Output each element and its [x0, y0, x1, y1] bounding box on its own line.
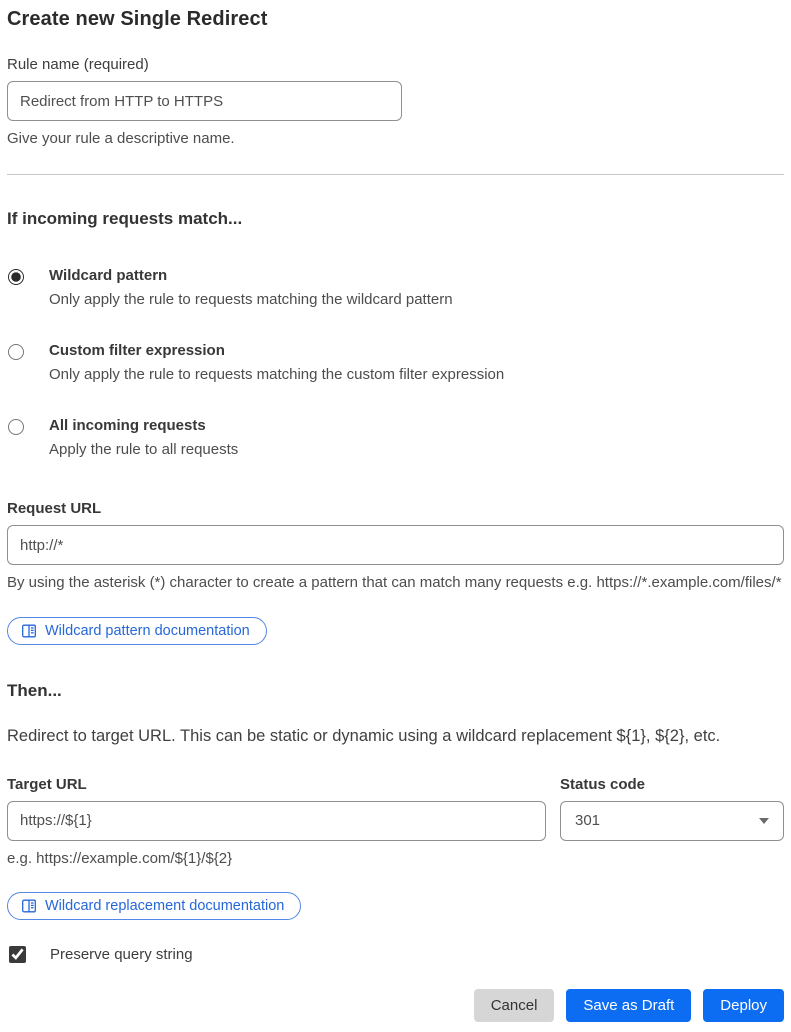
all-requests-description: Apply the rule to all requests	[49, 441, 239, 459]
wildcard-pattern-doc-button[interactable]	[7, 617, 267, 645]
rule-name-helper: Give your rule a descriptive name.	[7, 130, 235, 147]
rule-name-label: Rule name (required)	[7, 56, 149, 73]
save-as-draft-button[interactable]: Save as Draft	[566, 989, 691, 1022]
wildcard-pattern-doc-label: Wildcard pattern documentation	[45, 622, 250, 639]
radio-option-all-requests[interactable]	[7, 417, 784, 458]
then-description: Redirect to target URL. This can be static or dynamic using a wildcard replacement ${1}, ${2}, etc.	[7, 726, 721, 745]
request-url-section	[7, 500, 784, 644]
book-icon	[21, 623, 37, 639]
then-heading: Then...	[7, 680, 62, 700]
rule-name-section	[7, 56, 784, 150]
wildcard-pattern-radio[interactable]	[8, 269, 24, 285]
custom-filter-radio[interactable]	[8, 344, 24, 360]
all-requests-radio[interactable]	[8, 419, 24, 435]
target-url-label: Target URL	[7, 775, 87, 793]
section-divider	[7, 174, 784, 175]
custom-filter-label[interactable]: Custom filter expression	[49, 342, 225, 360]
then-section	[7, 681, 784, 963]
cancel-button[interactable]: Cancel	[474, 989, 555, 1022]
book-icon	[21, 898, 37, 914]
footer-actions	[7, 989, 784, 1022]
request-url-helper: By using the asterisk (*) character to create a pattern that can match many requests e.g. https://*.example.com/files/*	[7, 574, 782, 592]
radio-option-wildcard-pattern[interactable]	[7, 267, 784, 308]
target-url-helper: e.g. https://example.com/${1}/${2}	[7, 849, 233, 867]
deploy-button[interactable]: Deploy	[703, 989, 784, 1022]
wildcard-replacement-doc-label: Wildcard replacement documentation	[45, 897, 285, 914]
match-section-heading: If incoming requests match...	[7, 209, 243, 229]
chevron-down-icon	[759, 818, 769, 824]
custom-filter-description: Only apply the rule to requests matching the custom filter expression	[49, 366, 505, 384]
preserve-query-label[interactable]: Preserve query string	[50, 945, 193, 963]
status-code-select[interactable]	[560, 801, 784, 841]
wildcard-replacement-doc-button[interactable]	[7, 892, 301, 920]
status-code-label: Status code	[560, 775, 646, 793]
request-url-input[interactable]	[7, 525, 784, 565]
status-code-value: 301	[575, 812, 601, 829]
rule-name-input[interactable]	[7, 81, 402, 121]
request-url-label: Request URL	[7, 500, 102, 518]
preserve-query-row[interactable]	[7, 946, 784, 963]
all-requests-label[interactable]: All incoming requests	[49, 417, 206, 435]
wildcard-pattern-label[interactable]: Wildcard pattern	[49, 267, 168, 285]
page-title: Create new Single Redirect	[7, 8, 268, 30]
match-section	[7, 209, 784, 458]
preserve-query-checkbox[interactable]	[9, 946, 26, 963]
wildcard-pattern-description: Only apply the rule to requests matching the wildcard pattern	[49, 291, 453, 309]
target-url-input[interactable]	[7, 801, 546, 841]
radio-option-custom-filter[interactable]	[7, 342, 784, 383]
